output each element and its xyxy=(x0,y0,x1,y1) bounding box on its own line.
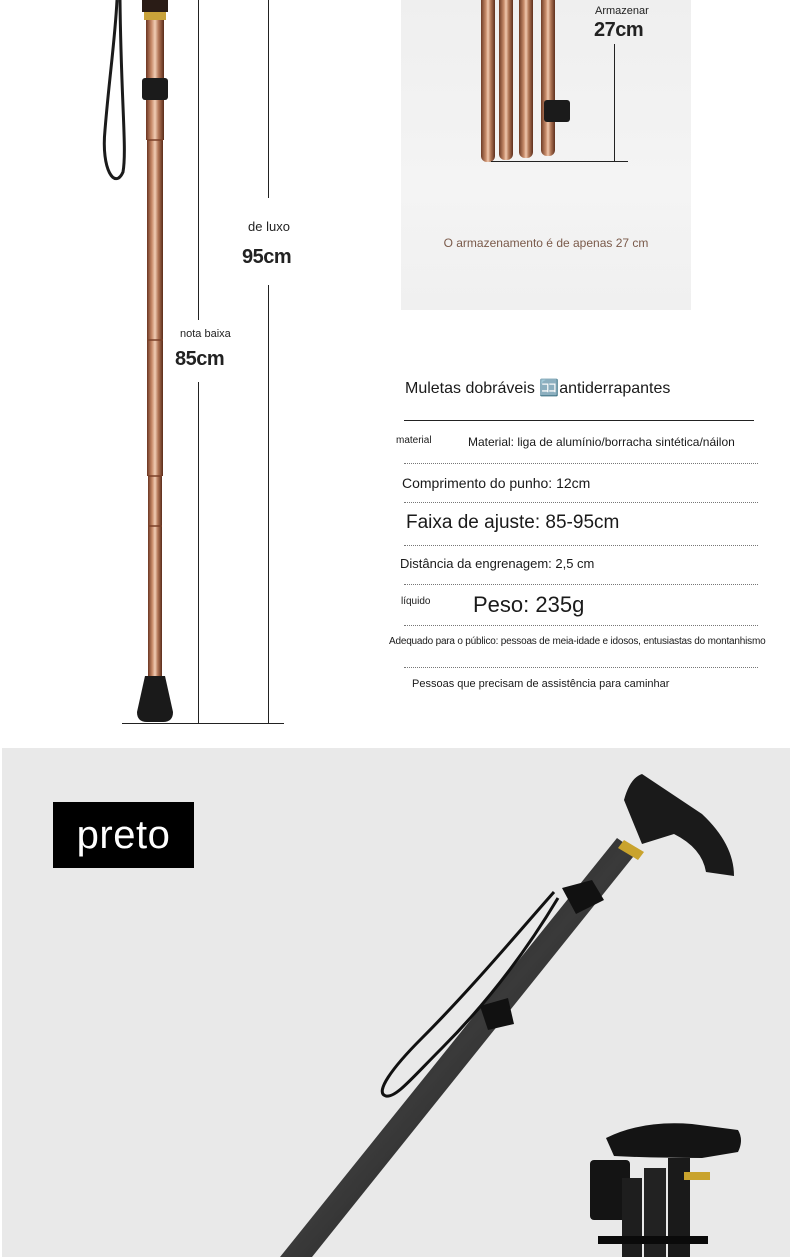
black-cane-image xyxy=(2,748,790,1257)
audience-continued: Pessoas que precisam de assistência para caminhar xyxy=(412,678,670,690)
row-divider xyxy=(404,545,758,546)
material-value: Material: liga de alumínio/borracha sintética/náilon xyxy=(468,435,735,449)
folded-cane-photo xyxy=(401,0,691,310)
ground-line xyxy=(122,723,284,724)
row-divider xyxy=(404,584,758,585)
storage-measure-line xyxy=(614,44,615,162)
deluxe-label: de luxo xyxy=(248,219,290,234)
color-variant-section xyxy=(2,748,790,1257)
storage-label: Armazenar xyxy=(595,5,649,17)
low-measure-line-top xyxy=(198,0,199,320)
net-key: líquido xyxy=(401,596,431,607)
row-divider xyxy=(404,502,758,503)
weight: Peso: 235g xyxy=(473,592,585,617)
specs-title-divider xyxy=(404,420,754,421)
row-divider xyxy=(404,463,758,464)
low-value: 85cm xyxy=(175,348,225,370)
row-divider xyxy=(404,667,758,668)
specs-title: Muletas dobráveis 🈁antiderrapantes xyxy=(405,380,671,397)
low-measure-line-bottom xyxy=(198,382,199,723)
deluxe-measure-line-bottom xyxy=(268,285,269,723)
deluxe-measure-line-top xyxy=(268,0,269,198)
folded-tube xyxy=(541,0,555,156)
row-divider xyxy=(404,625,758,626)
folded-tube xyxy=(499,0,513,160)
storage-note: O armazenamento é de apenas 27 cm xyxy=(443,236,649,250)
audience: Adequado para o público: pessoas de meia-idade e idosos, entusiastas do montanhismo xyxy=(389,636,766,647)
folded-tube xyxy=(481,0,495,162)
grip-length: Comprimento do punho: 12cm xyxy=(402,475,591,491)
gear-distance: Distância da engrenagem: 2,5 cm xyxy=(400,556,595,571)
color-variant-badge: preto xyxy=(53,802,194,868)
low-label: nota baixa xyxy=(180,328,231,340)
storage-base-line xyxy=(491,161,628,162)
adjust-range: Faixa de ajuste: 85-95cm xyxy=(406,512,620,533)
material-key: material xyxy=(396,435,432,446)
strap-clip xyxy=(544,100,570,122)
deluxe-value: 95cm xyxy=(242,246,292,268)
storage-value: 27cm xyxy=(594,19,644,41)
folded-tube xyxy=(519,0,533,158)
